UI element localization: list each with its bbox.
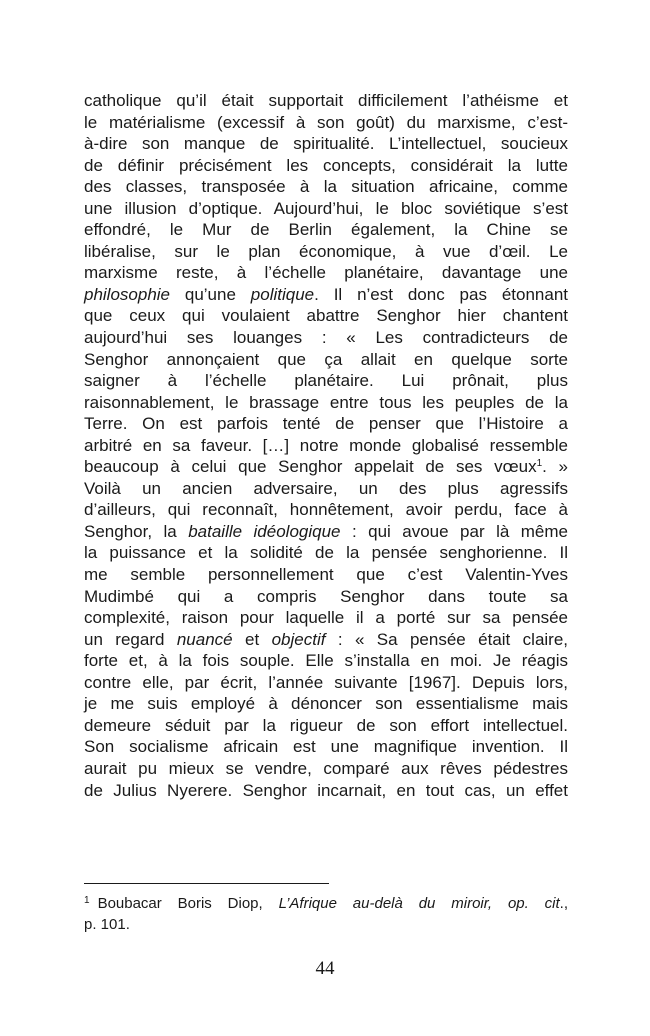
- text-line-with-footnote-ref: [84, 456, 568, 478]
- emphasis: politique: [250, 284, 315, 304]
- footnote-punct: .,: [559, 895, 569, 912]
- text-line: raisonnablement, le brassage entre tous les peuples de la: [84, 392, 568, 412]
- text-line: catholique qu’il était supportait difficilement l’athéisme et: [84, 91, 568, 110]
- text-line: me semble personnellement que c’est Valentin-Yves: [84, 565, 568, 585]
- page-number: 44: [315, 958, 335, 979]
- text-line: arbitré en sa faveur. […] notre monde globalisé ressemble: [84, 435, 568, 455]
- text-line: une illusion d’optique. Aujourd’hui, le bloc soviétique s’est: [84, 198, 568, 218]
- footnote-separator: [84, 883, 329, 884]
- text-run: un regard: [84, 629, 177, 649]
- text-line: libéralise, sur le plan économique, à vue d’œil. Le: [84, 241, 568, 261]
- text-run: beaucoup à celui que Senghor appelait de ses vœux: [84, 457, 537, 477]
- text-line: Voilà un ancien adversaire, un des plus agressifs: [84, 478, 568, 498]
- text-line: marxisme reste, à l’échelle planétaire, davantage une: [84, 263, 568, 283]
- emphasis: objectif: [271, 629, 326, 649]
- text-line: de définir précisément les concepts, considérait la lutte: [84, 155, 568, 175]
- text-line: contre elle, par écrit, l’année suivante [1967]. Depuis lors,: [84, 672, 568, 692]
- text-line-with-emphasis: [84, 521, 568, 543]
- emphasis: philosophie: [84, 284, 171, 304]
- text-line: Son socialisme africain est une magnifique invention. Il: [84, 737, 568, 757]
- footnote-title: L’Afrique au-delà du miroir, op. cit: [278, 895, 560, 912]
- text-line: le matérialisme (excessif à son goût) du marxisme, c’est-: [84, 112, 568, 132]
- body-text: [84, 90, 568, 801]
- text-line: forte et, à la fois souple. Elle s’installa en moi. Je réagis: [84, 651, 568, 671]
- text-line: effondré, le Mur de Berlin également, la Chine se: [84, 220, 568, 240]
- emphasis: nuancé: [176, 629, 233, 649]
- text-line: des classes, transposée à la situation africaine, comme: [84, 177, 568, 197]
- footnote-author: Boubacar Boris Diop,: [97, 895, 279, 912]
- text-line: de Julius Nyerere. Senghor incarnait, en tout cas, un effet: [84, 780, 568, 800]
- text-run: : « Sa pensée était claire,: [325, 629, 569, 649]
- text-line: la puissance et la solidité de la pensée senghorienne. Il: [84, 543, 568, 563]
- text-line-with-emphasis: [84, 284, 568, 306]
- text-run: qu’une: [170, 284, 251, 304]
- footnote-number: 1: [84, 895, 90, 906]
- footnote: [84, 893, 568, 935]
- footnote-line: [84, 893, 568, 914]
- text-run: . Il n’est donc pas étonnant: [314, 284, 569, 304]
- footnote-reference[interactable]: 1: [536, 458, 543, 470]
- text-line: Senghor annonçaient que ça allait en quelque sorte: [84, 349, 568, 369]
- text-run: et: [232, 629, 272, 649]
- emphasis: bataille idéologique: [188, 521, 341, 541]
- text-line: Terre. On est parfois tenté de penser que l’Histoire a: [84, 414, 568, 434]
- text-line: aujourd’hui ses louanges : « Les contradicteurs de: [84, 328, 568, 348]
- text-line: demeure séduit par la rigueur de son effort intellectuel.: [84, 715, 568, 735]
- text-line: complexité, raison pour laquelle il a porté sur sa pensée: [84, 608, 568, 628]
- footnote-pages: p. 101.: [84, 916, 130, 933]
- text-line: je me suis employé à dénoncer son essentialisme mais: [84, 694, 568, 714]
- text-line: d’ailleurs, qui reconnaît, honnêtement, avoir perdu, face à: [84, 500, 568, 520]
- text-line: aurait pu mieux se vendre, comparé aux rêves pédestres: [84, 758, 568, 778]
- text-line: que ceux qui voulaient abattre Senghor hier chantent: [84, 306, 568, 326]
- text-line: Mudimbé qui a compris Senghor dans toute sa: [84, 586, 568, 606]
- text-run: Senghor, la: [84, 521, 189, 541]
- text-run: : qui avoue par là même: [340, 521, 568, 541]
- text-line: saigner à l’échelle planétaire. Lui prônait, plus: [84, 371, 568, 391]
- text-run: . »: [542, 457, 568, 477]
- text-line-with-emphasis: [84, 629, 568, 651]
- text-line: à-dire son manque de spiritualité. L’intellectuel, soucieux: [84, 134, 568, 154]
